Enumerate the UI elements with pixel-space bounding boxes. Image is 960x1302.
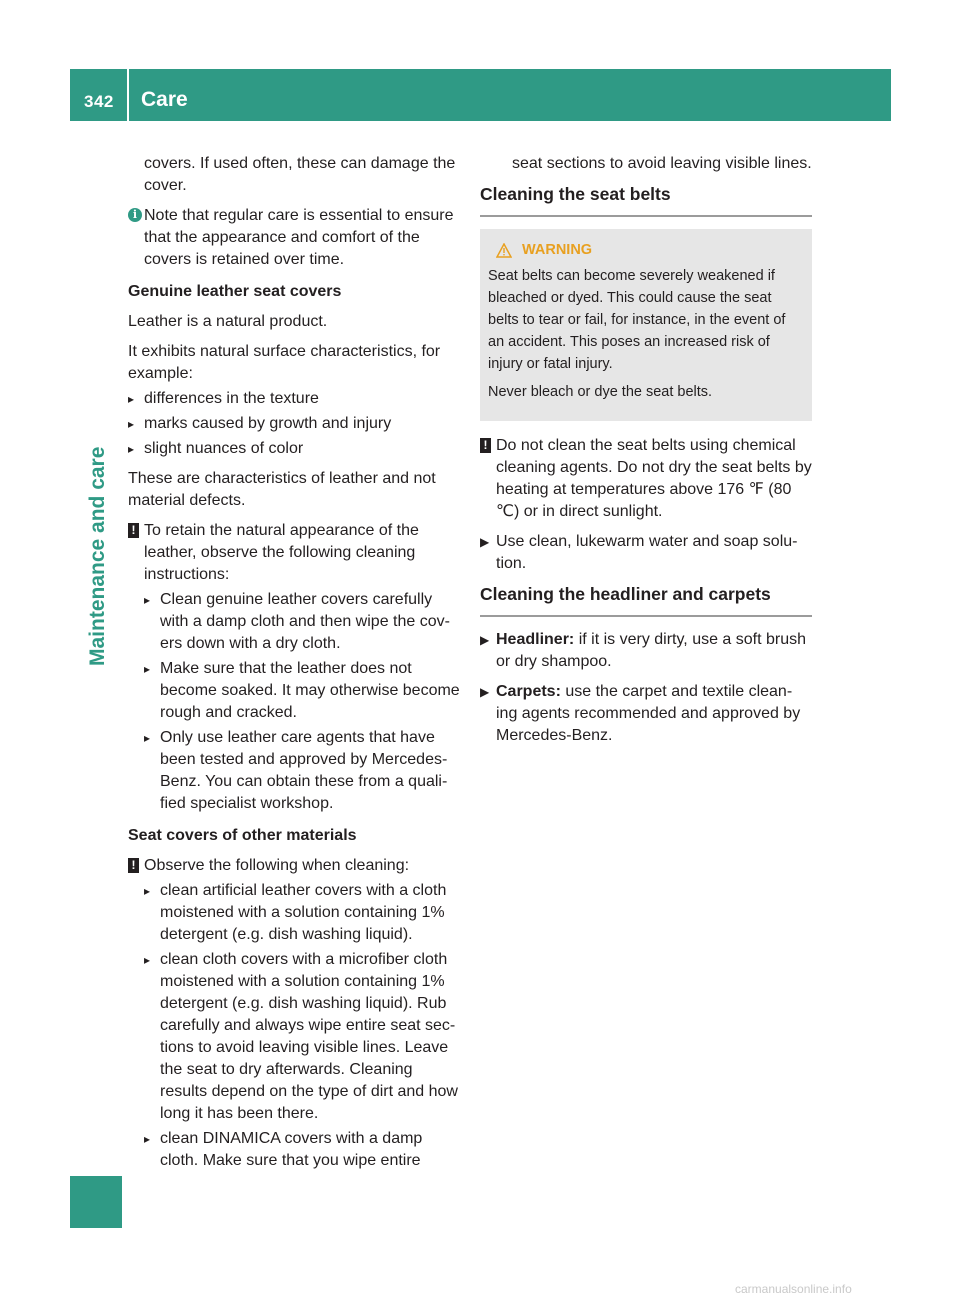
right-column (480, 153, 812, 755)
page-number: 342 (84, 92, 114, 111)
list-item: ▸ Clean genuine leather covers carefully with a damp cloth and then wipe the cov-ers down with a dry cloth. (144, 591, 450, 652)
info-note (128, 205, 462, 271)
warning-title: WARNING (522, 242, 593, 258)
exclamation-icon: ! (128, 523, 139, 538)
leather-care-note-text: To retain the natural appearance of the leather, observe the following cleaning instructions: (144, 522, 419, 583)
list-item: ▸ clean cloth covers with a microfiber cloth moistened with a solution containing 1% detergent (e.g. dish washing liquid). Rub carefully and always wipe entire seat sec-tions to avoid leaving visible lines. Leave the seat to dry afterwards. Cleaning results depend on the type of dirt and how long it has been there. (144, 951, 458, 1122)
seat-belts-heading: Cleaning the seat belts (480, 183, 812, 217)
headliner-step: ▶ Headliner: if it is very dirty, use a soft brush or dry shampoo. (480, 631, 807, 670)
exclamation-icon: ! (128, 858, 139, 873)
list-item: ▸ marks caused by growth and injury (128, 415, 392, 432)
step-arrow-icon: ▶ (480, 685, 490, 699)
other-materials-note-text: Observe the following when cleaning: (144, 857, 410, 874)
leather-care-note (128, 520, 462, 815)
left-column (128, 153, 462, 1180)
list-item: ▸ Make sure that the leather does not become soaked. It may otherwise become rough and cracked. (144, 660, 460, 721)
other-materials-note (128, 855, 462, 1172)
headliner-heading: Cleaning the headliner and carpets (480, 583, 812, 617)
info-note-text: Note that regular care is essential to ensure that the appearance and comfort of the covers is retained over time. (144, 207, 454, 268)
list-item: ▸ clean artificial leather covers with a cloth moistened with a solution containing 1% detergent (e.g. dish washing liquid). (144, 882, 447, 943)
seat-belts-step: ▶ Use clean, lukewarm water and soap solu-tion. (480, 533, 798, 572)
list-item: ▸ differences in the texture (128, 390, 319, 407)
leather-heading: Genuine leather seat covers (128, 283, 342, 300)
other-materials-heading: Seat covers of other materials (128, 827, 357, 844)
leather-paragraph: It exhibits natural surface characteristics, for example: (128, 343, 441, 382)
side-tab-label: Maintenance and care (86, 446, 109, 666)
leather-paragraph: These are characteristics of leather and not material defects. (128, 470, 436, 509)
leather-care-list (144, 589, 462, 815)
warning-box (480, 229, 812, 421)
header-bar (70, 69, 891, 121)
watermark: carmanualsonline.info (735, 1282, 852, 1296)
seat-belts-note-text: Do not clean the seat belts using chemical cleaning agents. Do not dry the seat belts by heating at temperatures above 176 ℉ (80 ℃) or in direct sunlight. (496, 437, 812, 520)
warning-triangle-icon (496, 243, 512, 258)
step-arrow-icon: ▶ (480, 535, 490, 549)
intro-text: covers. If used often, these can damage the cover. (144, 155, 456, 194)
carpets-step: ▶ Carpets: use the carpet and textile clean-ing agents recommended and approved by Mercedes-Benz. (480, 683, 801, 744)
page-title: Care (141, 88, 188, 111)
warning-header (488, 239, 804, 261)
step-arrow-icon: ▶ (480, 633, 490, 647)
exclamation-icon: ! (480, 438, 491, 453)
leather-bullet-list (128, 388, 462, 460)
leather-paragraph: Leather is a natural product. (128, 313, 328, 330)
continuation-text: seat sections to avoid leaving visible lines. (512, 155, 812, 172)
list-item: ▸ clean DINAMICA covers with a damp cloth. Make sure that you wipe entire (144, 1130, 423, 1169)
list-item: ▸ Only use leather care agents that have been tested and approved by Mercedes-Benz. You can obtain these from a quali-fied specialist workshop. (144, 729, 448, 812)
list-item: ▸ slight nuances of color (128, 440, 304, 457)
header-divider (127, 69, 129, 121)
info-icon: i (128, 208, 142, 222)
warning-text: Never bleach or dye the seat belts. (488, 384, 713, 400)
seat-belts-note (480, 435, 812, 523)
other-materials-list (144, 880, 462, 1172)
warning-text: Seat belts can become severely weakened if bleached or dyed. This could cause the seat belts to tear or fail, for instance, in the event of an accident. This poses an increased risk of injury or fatal injury. (488, 268, 786, 372)
side-tab-marker (70, 1176, 122, 1228)
